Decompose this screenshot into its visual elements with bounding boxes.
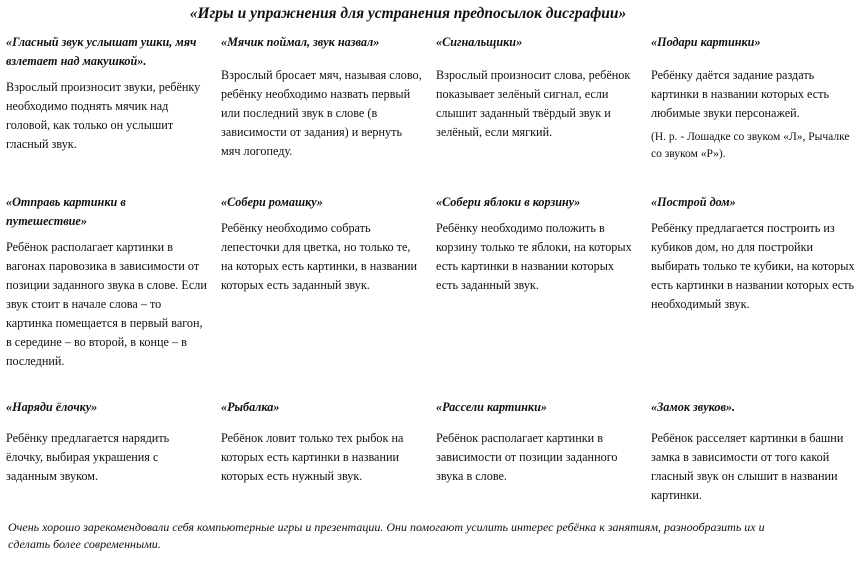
game-description: Ребёнок расселяет картинки в башни замка в зависимости от того какой гласный звук он слышит в названии картинки. (651, 431, 844, 502)
game-title: «Мячик поймал, звук назвал» (221, 35, 380, 49)
game-title: «Сигнальщики» (436, 35, 523, 49)
game-title: «Построй дом» (651, 195, 736, 209)
game-title: «Рыбалка» (221, 400, 280, 414)
game-title: «Рассели картинки» (436, 400, 547, 414)
game-cell (0, 33, 215, 193)
game-cell (645, 193, 864, 398)
game-title: «Отправь картинки в путешествие» (6, 195, 126, 228)
game-title: «Собери ромашку» (221, 195, 323, 209)
table-row (0, 33, 864, 193)
game-description: Ребёнок располагает картинки в зависимости от позиции заданного звука в слове. (436, 431, 618, 483)
game-cell (0, 193, 215, 398)
game-title: «Собери яблоки в корзину» (436, 195, 581, 209)
game-description: Взрослый произносит звуки, ребёнку необходимо поднять мячик над головой, как только он услышит гласный звук. (6, 80, 201, 151)
game-description: Ребёнок располагает картинки в вагонах паровозика в зависимости от позиции заданного звука в слове. Если звук стоит в начале слова – то картинка помещается в первый вагон, в середине – во второй, в конце – в последний. (6, 240, 207, 368)
table-row (0, 193, 864, 398)
game-description: Ребёнку необходимо собрать лепесточки для цветка, но только те, на которых есть картинки, в названии которых есть заданный звук. (221, 221, 418, 292)
game-description: Ребёнок ловит только тех рыбок на которых есть картинки в названии которых есть нужный звук. (221, 431, 404, 483)
table-row (0, 398, 864, 518)
game-cell (645, 398, 864, 518)
game-cell (430, 398, 645, 518)
game-description: Ребёнку предлагается построить из кубиков дом, но для постройки выбирать только те кубики, на которых есть картинки в названии которых есть необходимый звук. (651, 221, 855, 311)
page-title: «Игры и упражнения для устранения предпосылок дисграфии» (189, 5, 627, 22)
game-cell (215, 398, 430, 518)
game-title: «Замок звуков». (651, 400, 736, 414)
games-table (0, 33, 864, 518)
game-cell (215, 193, 430, 398)
game-description: Ребёнку даётся задание раздать картинки в названии которых есть любимые звуки персонажей. (651, 68, 830, 120)
game-description: Ребёнку предлагается нарядить ёлочку, выбирая украшения с заданным звуком. (6, 431, 170, 483)
game-title: «Подари картинки» (651, 35, 761, 49)
game-description: Взрослый произносит слова, ребёнок показывает зелёный сигнал, если слышит заданный твёрдый звук и зелёный, если мягкий. (436, 68, 631, 139)
game-cell (430, 193, 645, 398)
game-cell (215, 33, 430, 193)
game-title: «Гласный звук услышат ушки, мяч взлетает над макушкой». (6, 35, 197, 68)
game-cell (430, 33, 645, 193)
footer-note: Очень хорошо зарекомендовали себя компьютерные игры и презентации. Они помогают усилить интерес ребёнка к занятиям, разнообразить их и сделать более современными. (8, 520, 765, 551)
game-cell (0, 398, 215, 518)
game-title: «Наряди ёлочку» (6, 400, 98, 414)
game-description: Ребёнку необходимо положить в корзину только те яблоки, на которых есть картинки в названии которых есть заданный звук. (436, 221, 632, 292)
game-description: Взрослый бросает мяч, называя слово, ребёнку необходимо назвать первый или последний звук в слове (в зависимости от задания) и вернуть мяч логопеду. (221, 68, 422, 158)
game-cell (645, 33, 864, 193)
game-note: (Н. р. - Лошадке со звуком «Л», Рычалке со звуком «Р»). (651, 131, 850, 160)
